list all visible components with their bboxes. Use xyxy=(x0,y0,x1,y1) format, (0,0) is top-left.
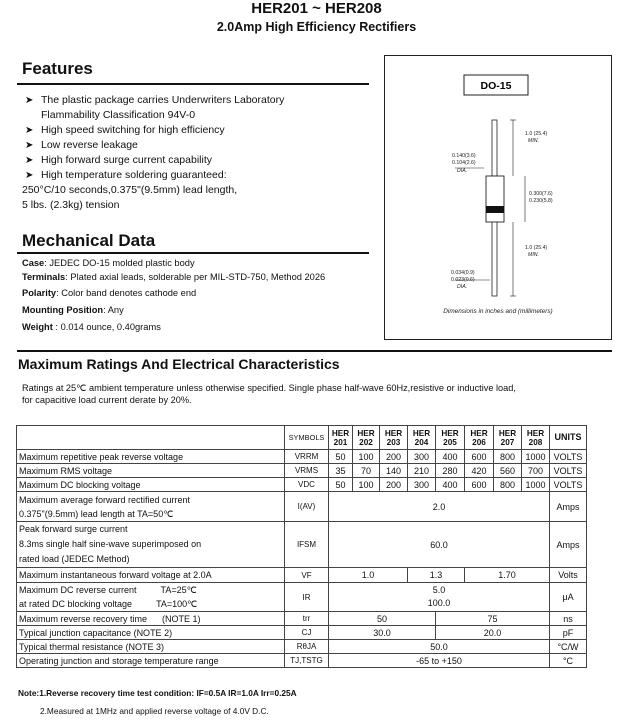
table-cell: 50 xyxy=(329,450,353,464)
table-row xyxy=(17,492,587,522)
part-header: HER 206 xyxy=(465,426,494,450)
table-cell: VOLTS xyxy=(550,450,587,464)
table-row xyxy=(17,522,587,568)
table-cell: pF xyxy=(550,626,587,640)
table-cell: 20.0 xyxy=(436,626,550,640)
svg-text:DIA.: DIA. xyxy=(457,284,468,290)
units-header: UNITS xyxy=(550,426,587,450)
svg-text:0.140(3.6): 0.140(3.6) xyxy=(452,153,476,159)
table-row xyxy=(17,640,587,654)
svg-text:1.0 (25.4): 1.0 (25.4) xyxy=(525,245,548,251)
mech-row-mounting: Mounting Position: Any xyxy=(22,305,124,315)
svg-text:0.104(2.6): 0.104(2.6) xyxy=(452,160,476,166)
table-cell: 50 xyxy=(329,478,353,492)
table-cell: 600 xyxy=(465,450,494,464)
table-cell: Maximum instantaneous forward voltage at 2.0A xyxy=(17,568,285,583)
table-row xyxy=(17,654,587,668)
table-cell: Peak forward surge current 8.3ms single half sine-wave superimposed on rated load (JEDEC Method) xyxy=(17,522,285,568)
table-row xyxy=(17,612,587,626)
table-cell: Maximum repetitive peak reverse voltage xyxy=(17,450,285,464)
table-cell: Operating junction and storage temperature range xyxy=(17,654,285,668)
arrow-bullet-icon: ➤ xyxy=(25,140,34,151)
ratings-note-line1: Ratings at 25℃ ambient temperature unless otherwise specified. Single phase half-wave 60Hz,resistive or inductive load, xyxy=(22,383,516,393)
table-cell: Maximum average forward rectified current 0.375"(9.5mm) lead length at TA=50℃ xyxy=(17,492,285,522)
table-cell: VOLTS xyxy=(550,464,587,478)
package-label: DO-15 xyxy=(480,80,512,92)
table-cell: Volts xyxy=(550,568,587,583)
svg-text:0.300(7.6): 0.300(7.6) xyxy=(529,191,553,197)
table-row xyxy=(17,464,587,478)
features-heading: Features xyxy=(22,59,93,78)
table-cell: 1000 xyxy=(522,478,550,492)
page-title: HER201 ~ HER208 xyxy=(251,0,382,17)
mech-row-case: Case: JEDEC DO-15 molded plastic body xyxy=(22,258,195,268)
table-cell: 35 xyxy=(329,464,353,478)
feature-item xyxy=(22,123,367,138)
table-cell: Typical thermal resistance (NOTE 3) xyxy=(17,640,285,654)
table-cell: 210 xyxy=(408,464,436,478)
table-cell: VRRM xyxy=(285,450,329,464)
table-cell: CJ xyxy=(285,626,329,640)
part-header: HER 201 xyxy=(329,426,353,450)
mech-row-terminals: Terminals: Plated axial leads, solderable per MIL-STD-750, Method 2026 xyxy=(22,272,326,282)
table-cell: Amps xyxy=(550,522,587,568)
table-cell: RθJA xyxy=(285,640,329,654)
table-cell: 1.70 xyxy=(465,568,550,583)
table-cell: VF xyxy=(285,568,329,583)
table-cell: 400 xyxy=(436,450,465,464)
mech-row-weight: Weight : 0.014 ounce, 0.40grams xyxy=(22,322,161,332)
feature-line: Low reverse leakage xyxy=(41,139,138,151)
table-header-row xyxy=(17,426,587,450)
part-header: HER 205 xyxy=(436,426,465,450)
table-cell: Maximum DC blocking voltage xyxy=(17,478,285,492)
svg-text:DIA.: DIA. xyxy=(457,168,468,174)
table-cell: 600 xyxy=(465,478,494,492)
table-cell: -65 to +150 xyxy=(329,654,550,668)
do15-outline xyxy=(385,56,611,339)
table-cell: 50 xyxy=(329,612,436,626)
table-cell: ns xyxy=(550,612,587,626)
ratings-rule xyxy=(17,350,612,352)
table-cell: Maximum DC reverse current TA=25℃ at rated DC blocking voltage TA=100℃ xyxy=(17,583,285,612)
feature-item xyxy=(22,138,367,153)
ratings-table xyxy=(16,425,587,668)
table-cell: 75 xyxy=(436,612,550,626)
table-cell: 200 xyxy=(380,450,408,464)
table-cell: 60.0 xyxy=(329,522,550,568)
part-header: HER 204 xyxy=(408,426,436,450)
table-row xyxy=(17,450,587,464)
table-cell: 100 xyxy=(353,478,380,492)
table-cell: 30.0 xyxy=(329,626,436,640)
arrow-bullet-icon: ➤ xyxy=(25,125,34,136)
table-cell: 1.3 xyxy=(408,568,465,583)
table-cell: 700 xyxy=(522,464,550,478)
table-header-blank xyxy=(17,426,285,450)
symbols-header: SYMBOLS xyxy=(285,426,329,450)
features-list xyxy=(22,93,367,213)
feature-line: High temperature soldering guaranteed: xyxy=(41,169,227,181)
arrow-bullet-icon: ➤ xyxy=(25,170,34,181)
table-cell: 420 xyxy=(465,464,494,478)
svg-text:0.023(0.6): 0.023(0.6) xyxy=(451,277,475,283)
table-cell: VOLTS xyxy=(550,478,587,492)
features-rule xyxy=(17,83,369,85)
mechanical-rule xyxy=(17,252,369,254)
feature-item xyxy=(22,168,367,213)
table-row xyxy=(17,568,587,583)
feature-line: High forward surge current capability xyxy=(41,154,212,166)
table-cell: 400 xyxy=(436,478,465,492)
table-cell: 800 xyxy=(494,450,522,464)
mech-row-polarity: Polarity: Color band denotes cathode end xyxy=(22,288,197,298)
mechanical-heading: Mechanical Data xyxy=(22,231,156,250)
feature-line: 250°C/10 seconds,0.375"(9.5mm) lead length, xyxy=(22,184,238,196)
page-subtitle: 2.0Amp High Efficiency Rectifiers xyxy=(216,20,417,34)
table-cell: 2.0 xyxy=(329,492,550,522)
svg-text:0.034(0.9): 0.034(0.9) xyxy=(451,270,475,276)
table-cell: 140 xyxy=(380,464,408,478)
table-cell: 800 xyxy=(494,478,522,492)
feature-line: 5 lbs. (2.3kg) tension xyxy=(22,199,120,211)
part-header: HER 208 xyxy=(522,426,550,450)
arrow-bullet-icon: ➤ xyxy=(25,95,34,106)
table-row xyxy=(17,478,587,492)
table-cell: μA xyxy=(550,583,587,612)
svg-text:Dimensions in inches and (mill: Dimensions in inches and (millimeters) xyxy=(443,308,553,315)
table-cell: 70 xyxy=(353,464,380,478)
table-cell: Maximum reverse recovery time (NOTE 1) xyxy=(17,612,285,626)
table-cell: 100 xyxy=(353,450,380,464)
table-cell: trr xyxy=(285,612,329,626)
svg-text:0.230(5.8): 0.230(5.8) xyxy=(529,198,553,204)
table-cell: 560 xyxy=(494,464,522,478)
table-cell: 280 xyxy=(436,464,465,478)
table-cell: 50.0 xyxy=(329,640,550,654)
feature-line: Flammability Classification 94V-0 xyxy=(41,109,196,121)
table-cell: 300 xyxy=(408,478,436,492)
arrow-bullet-icon: ➤ xyxy=(25,155,34,166)
table-cell: 5.0 100.0 xyxy=(329,583,550,612)
feature-line: The plastic package carries Underwriters Laboratory xyxy=(41,94,285,106)
table-cell: I(AV) xyxy=(285,492,329,522)
part-header: HER 207 xyxy=(494,426,522,450)
table-cell: Amps xyxy=(550,492,587,522)
table-cell: 300 xyxy=(408,450,436,464)
table-cell: IFSM xyxy=(285,522,329,568)
svg-text:MIN.: MIN. xyxy=(528,252,539,258)
table-cell: 1000 xyxy=(522,450,550,464)
ratings-note-line2: for capacitive load current derate by 20%. xyxy=(22,395,192,405)
table-cell: °C/W xyxy=(550,640,587,654)
note-2: 2.Measured at 1MHz and applied reverse voltage of 4.0V D.C. xyxy=(40,706,269,716)
table-cell: IR xyxy=(285,583,329,612)
table-cell: TJ,TSTG xyxy=(285,654,329,668)
table-cell: 200 xyxy=(380,478,408,492)
note-1: Note:1.Reverse recovery time test condition: IF=0.5A IR=1.0A Irr=0.25A xyxy=(18,688,297,698)
table-cell: Maximum RMS voltage xyxy=(17,464,285,478)
ratings-heading: Maximum Ratings And Electrical Characteristics xyxy=(18,356,340,372)
package-diagram xyxy=(384,55,612,340)
table-cell: °C xyxy=(550,654,587,668)
table-row xyxy=(17,626,587,640)
part-header: HER 203 xyxy=(380,426,408,450)
table-row xyxy=(17,583,587,612)
svg-text:1.0 (25.4): 1.0 (25.4) xyxy=(525,131,548,137)
feature-item xyxy=(22,153,367,168)
table-cell: VDC xyxy=(285,478,329,492)
table-cell: Typical junction capacitance (NOTE 2) xyxy=(17,626,285,640)
table-cell: 1.0 xyxy=(329,568,408,583)
svg-text:MIN.: MIN. xyxy=(528,138,539,144)
part-header: HER 202 xyxy=(353,426,380,450)
feature-item xyxy=(22,93,367,123)
feature-line: High speed switching for high efficiency xyxy=(41,124,225,136)
table-cell: VRMS xyxy=(285,464,329,478)
